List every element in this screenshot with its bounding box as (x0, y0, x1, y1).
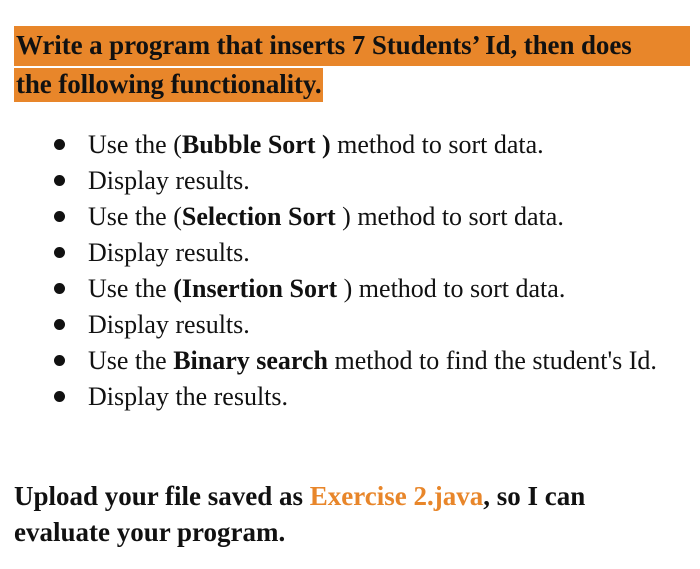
heading-line-1: Write a program that inserts 7 Students’ Id, then does (14, 26, 690, 66)
task-text-bold: Selection Sort (181, 202, 336, 231)
task-text-post: ) method to sort data. (337, 274, 566, 303)
heading-line-2: the following functionality. (14, 68, 323, 102)
bullet-icon (54, 247, 65, 258)
bullet-icon (54, 283, 65, 294)
task-text-bold: Bubble Sort ) (181, 130, 331, 159)
task-item (54, 199, 684, 235)
file-name: Exercise 2.java (309, 481, 484, 511)
task-text-bold: Binary search (173, 346, 328, 375)
task-item (54, 271, 684, 307)
task-text-post: ) method to sort data. (335, 202, 564, 231)
assignment-heading (14, 26, 690, 102)
bullet-icon (54, 211, 65, 222)
task-item (54, 379, 684, 415)
task-text-pre: Use the (88, 274, 174, 303)
bullet-icon (54, 139, 65, 150)
task-text-post: method to sort data. (330, 130, 544, 159)
task-item (54, 343, 684, 379)
bullet-icon (54, 391, 65, 402)
task-text: Display the results. (88, 382, 289, 411)
task-list (54, 127, 684, 415)
task-text: Display results. (88, 238, 250, 267)
bullet-icon (54, 319, 65, 330)
upload-instruction (14, 478, 674, 550)
task-text: Display results. (88, 310, 250, 339)
task-text-pre: Use the (88, 346, 174, 375)
bullet-icon (54, 175, 65, 186)
upload-text-post: , so I can evaluate your program. (14, 481, 586, 547)
upload-text-pre: Upload your file saved as (14, 481, 310, 511)
task-text-pre: Use the ( (88, 202, 182, 231)
task-text-bold: (Insertion Sort (173, 274, 338, 303)
bullet-icon (54, 355, 65, 366)
task-text: Display results. (88, 166, 250, 195)
task-item (54, 307, 684, 343)
task-text-pre: Use the ( (88, 130, 182, 159)
task-text-post: method to find the student's Id. (328, 346, 657, 375)
task-item (54, 235, 684, 271)
task-item (54, 163, 684, 199)
task-item (54, 127, 684, 163)
